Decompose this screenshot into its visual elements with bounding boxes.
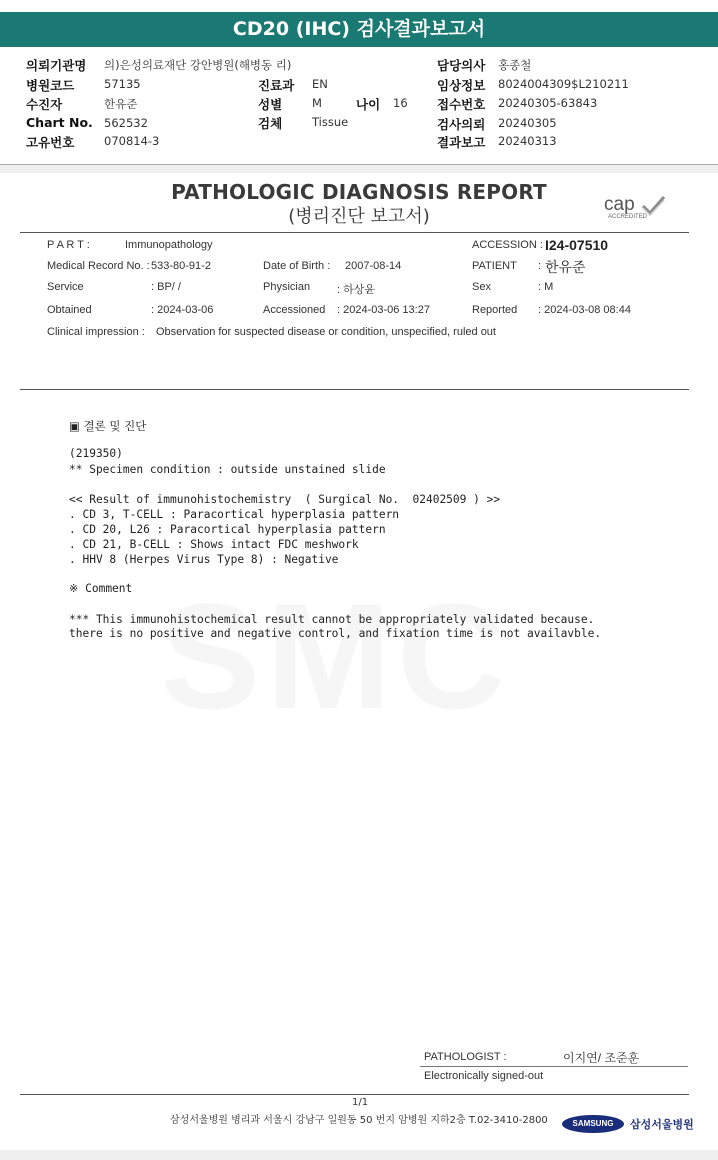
footer-address: 삼성서울병원 병리과 서울시 강남구 일원동 50 번지 암병원 지하2층 T.02-3410-2800 (170, 1115, 548, 1126)
report-date-label: 결과보고 (437, 135, 486, 150)
age-label: 나이 (356, 97, 381, 112)
report-heading: PATHOLOGIC DIAGNOSIS REPORT (171, 180, 547, 204)
doctor-label: 담당의사 (437, 58, 486, 73)
sex-field-label: Sex (472, 281, 491, 293)
hospital-code-value: 57135 (104, 77, 141, 91)
reported-value: : 2024-03-08 08:44 (538, 304, 631, 316)
accession-label: ACCESSION : (472, 239, 543, 251)
clinical-info-value: 8024004309$L210211 (498, 77, 629, 91)
physician-value: : 하상윤 (337, 284, 375, 296)
mrn-value: 533-80-91-2 (151, 260, 211, 272)
part-value: Immunopathology (125, 239, 213, 251)
doctor-value: 홍종철 (498, 58, 532, 72)
page-number: 1/1 (352, 1097, 369, 1108)
signature-line (420, 1066, 688, 1067)
report-top-line (20, 232, 689, 233)
obtained-value: : 2024-03-06 (151, 304, 214, 316)
chart-no-label: Chart No. (26, 115, 93, 130)
patient-label: PATIENT (472, 260, 517, 272)
obtained-label: Obtained (47, 304, 92, 316)
service-label: Service (47, 281, 84, 293)
department-label: 진료과 (258, 78, 295, 93)
pathologist-label: PATHOLOGIST : (424, 1051, 507, 1063)
physician-label: Physician (263, 281, 311, 293)
reported-label: Reported (472, 304, 518, 316)
pathologist-value: 이지연/ 조준훈 (563, 1051, 640, 1065)
hospital-code-label: 병원코드 (26, 78, 75, 93)
service-value: : BP/ / (151, 281, 181, 293)
patient-name-value: 한유준 (104, 97, 138, 111)
patient-colon: : (538, 260, 542, 272)
section-title: ▣ 결론 및 진단 (69, 419, 147, 433)
receipt-no-value: 20240305-63843 (498, 96, 598, 110)
dob-label: Date of Birth : (263, 260, 331, 272)
hospital-logo-text: 삼성서울병원 (630, 1118, 694, 1131)
specimen-label: 검체 (258, 116, 283, 131)
clinical-impression-value: Observation for suspected disease or condition, unspecified, ruled out (156, 326, 496, 338)
sex-label: 성별 (258, 97, 283, 112)
footer-line (20, 1094, 689, 1095)
result-line: . CD 3, T-CELL : Paracortical hyperplasia pattern (69, 508, 400, 521)
chart-no-value: 562532 (104, 116, 148, 130)
patient-value: 한유준 (545, 259, 586, 275)
institution-value: 의)은성의료재단 강안병원(해병동 리) (104, 58, 292, 72)
age-value: 16 (393, 96, 408, 110)
comment-title: ※ Comment (69, 582, 133, 595)
result-line: . CD 20, L26 : Paracortical hyperplasia pattern (69, 523, 386, 536)
clinical-impression-label: Clinical impression : (47, 326, 145, 338)
receipt-no-label: 접수번호 (437, 97, 486, 112)
unique-no-value: 070814-3 (104, 134, 160, 148)
sex-field-value: : M (538, 281, 554, 293)
specimen-value: Tissue (312, 115, 349, 129)
report-fields-bottom-line (20, 389, 689, 390)
dob-value: 2007-08-14 (345, 260, 402, 272)
part-label: P A R T : (47, 239, 90, 251)
sex-value: M (312, 96, 322, 110)
report-date-value: 20240313 (498, 134, 557, 148)
result-header: << Result of immunohistochemistry ( Surgical No. 02402509 ) >> (69, 493, 501, 506)
accessioned-label: Accessioned (263, 304, 326, 316)
signed-out: Electronically signed-out (424, 1070, 544, 1082)
checkmark-icon (640, 194, 666, 216)
result-line: . HHV 8 (Herpes Virus Type 8) : Negative (69, 553, 339, 566)
request-date-label: 검사의뢰 (437, 117, 486, 132)
report-title-bar: CD20 (IHC) 검사결과보고서 (0, 12, 718, 47)
samsung-logo: SAMSUNG (562, 1115, 624, 1133)
comment-line: *** This immunohistochemical result cannot be appropriately validated because. (69, 613, 595, 626)
accessioned-value: : 2024-03-06 13:27 (337, 304, 430, 316)
result-line: . CD 21, B-CELL : Shows intact FDC meshwork (69, 538, 359, 551)
section-separator (0, 165, 718, 173)
watermark (160, 570, 511, 743)
cap-accredited-logo: cap ACCREDITED (600, 192, 670, 224)
accession-value: I24-07510 (545, 237, 609, 253)
institution-label: 의뢰기관명 (26, 58, 87, 73)
test-code: (219350) (69, 447, 123, 460)
department-value: EN (312, 77, 328, 91)
report-subheading: (병리진단 보고서) (288, 206, 430, 227)
comment-line: there is no positive and negative control, and fixation time is not availavble. (69, 627, 602, 640)
unique-no-label: 고유번호 (26, 135, 75, 150)
bottom-strip (0, 1150, 718, 1160)
patient-name-label: 수진자 (26, 97, 63, 112)
request-date-value: 20240305 (498, 116, 557, 130)
specimen-condition: ** Specimen condition : outside unstained slide (69, 463, 386, 476)
mrn-label: Medical Record No. : (47, 260, 150, 272)
clinical-info-label: 임상정보 (437, 78, 486, 93)
